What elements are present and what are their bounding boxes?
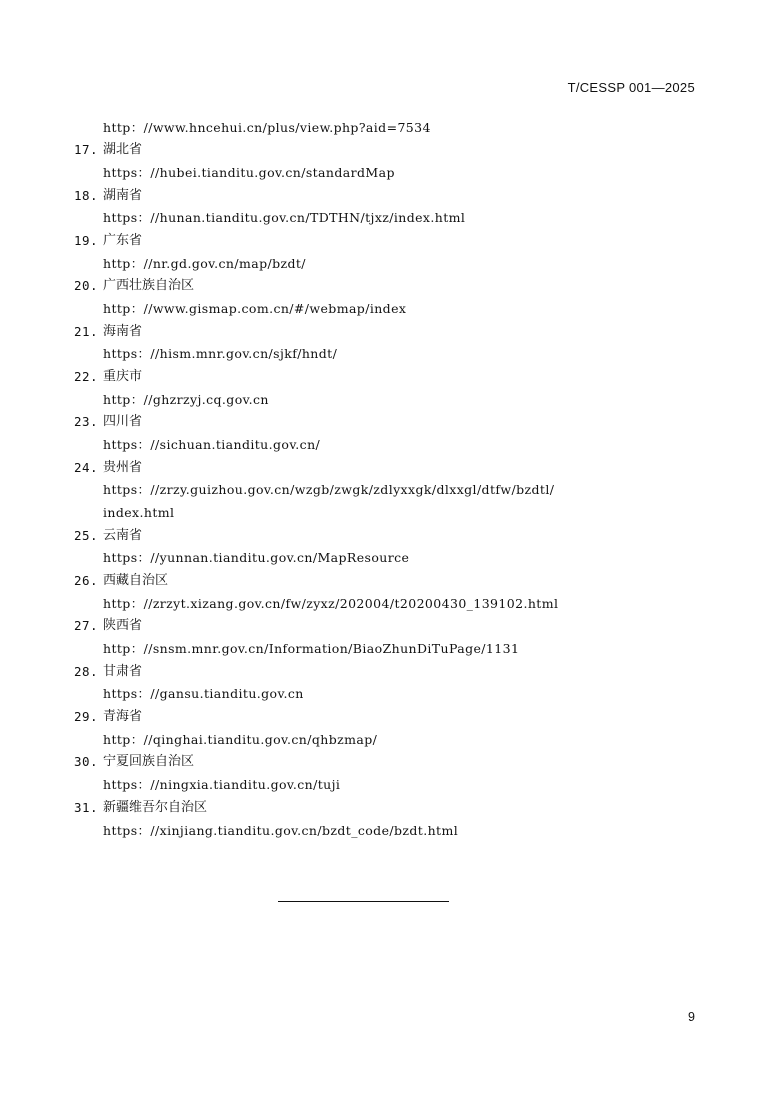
province-name: 青海省 <box>103 709 143 724</box>
item-number: 18. <box>74 188 99 203</box>
map-url[interactable]: https：//hunan.tianditu.gov.cn/TDTHN/tjxz/index.html <box>103 210 466 225</box>
map-url-continuation[interactable]: index.html <box>103 505 175 520</box>
province-name: 贵州省 <box>103 460 143 475</box>
map-url[interactable]: https：//sichuan.tianditu.gov.cn/ <box>103 437 321 452</box>
province-name: 甘肃省 <box>103 664 143 679</box>
province-name: 新疆维吾尔自治区 <box>103 800 208 815</box>
province-name: 海南省 <box>103 324 143 339</box>
province-name: 广西壮族自治区 <box>103 278 195 293</box>
map-url[interactable]: http：//nr.gd.gov.cn/map/bzdt/ <box>103 256 306 271</box>
item-number: 17. <box>74 142 99 157</box>
item-number: 20. <box>74 278 99 293</box>
item-number: 24. <box>74 460 99 475</box>
standard-code: T/CESSP 001—2025 <box>567 80 695 95</box>
map-url[interactable]: https：//gansu.tianditu.gov.cn <box>103 686 304 701</box>
map-url[interactable]: https：//yunnan.tianditu.gov.cn/MapResource <box>103 550 410 565</box>
item-number: 25. <box>74 528 99 543</box>
end-of-document-rule <box>278 901 449 902</box>
item-number: 31. <box>74 800 99 815</box>
province-name: 四川省 <box>103 414 143 429</box>
map-url[interactable]: http：//www.gismap.com.cn/#/webmap/index <box>103 301 407 316</box>
province-name: 重庆市 <box>103 369 143 384</box>
intro-url[interactable]: http：//www.hncehui.cn/plus/view.php?aid=7534 <box>103 120 431 135</box>
province-name: 湖北省 <box>103 142 143 157</box>
province-name: 宁夏回族自治区 <box>103 754 195 769</box>
item-number: 22. <box>74 369 99 384</box>
item-number: 23. <box>74 414 99 429</box>
map-url[interactable]: http：//snsm.mnr.gov.cn/Information/BiaoZhunDiTuPage/1131 <box>103 641 520 656</box>
map-url[interactable]: https：//zrzy.guizhou.gov.cn/wzgb/zwgk/zdlyxxgk/dlxxgl/dtfw/bzdtl/ <box>103 482 555 497</box>
map-url[interactable]: http：//ghzrzyj.cq.gov.cn <box>103 392 269 407</box>
item-number: 28. <box>74 664 99 679</box>
province-name: 陕西省 <box>103 618 143 633</box>
item-number: 27. <box>74 618 99 633</box>
map-url[interactable]: http：//zrzyt.xizang.gov.cn/fw/zyxz/202004/t20200430_139102.html <box>103 596 559 611</box>
province-name: 西藏自治区 <box>103 573 169 588</box>
province-name: 湖南省 <box>103 188 143 203</box>
item-number: 19. <box>74 233 99 248</box>
map-url[interactable]: https：//hubei.tianditu.gov.cn/standardMap <box>103 165 395 180</box>
map-url[interactable]: https：//hism.mnr.gov.cn/sjkf/hndt/ <box>103 346 338 361</box>
item-number: 21. <box>74 324 99 339</box>
item-number: 30. <box>74 754 99 769</box>
map-url[interactable]: https：//xinjiang.tianditu.gov.cn/bzdt_code/bzdt.html <box>103 823 459 838</box>
map-url[interactable]: http：//qinghai.tianditu.gov.cn/qhbzmap/ <box>103 732 378 747</box>
map-url[interactable]: https：//ningxia.tianditu.gov.cn/tuji <box>103 777 341 792</box>
province-name: 广东省 <box>103 233 143 248</box>
province-name: 云南省 <box>103 528 143 543</box>
page-number: 9 <box>688 1010 695 1024</box>
item-number: 29. <box>74 709 99 724</box>
item-number: 26. <box>74 573 99 588</box>
